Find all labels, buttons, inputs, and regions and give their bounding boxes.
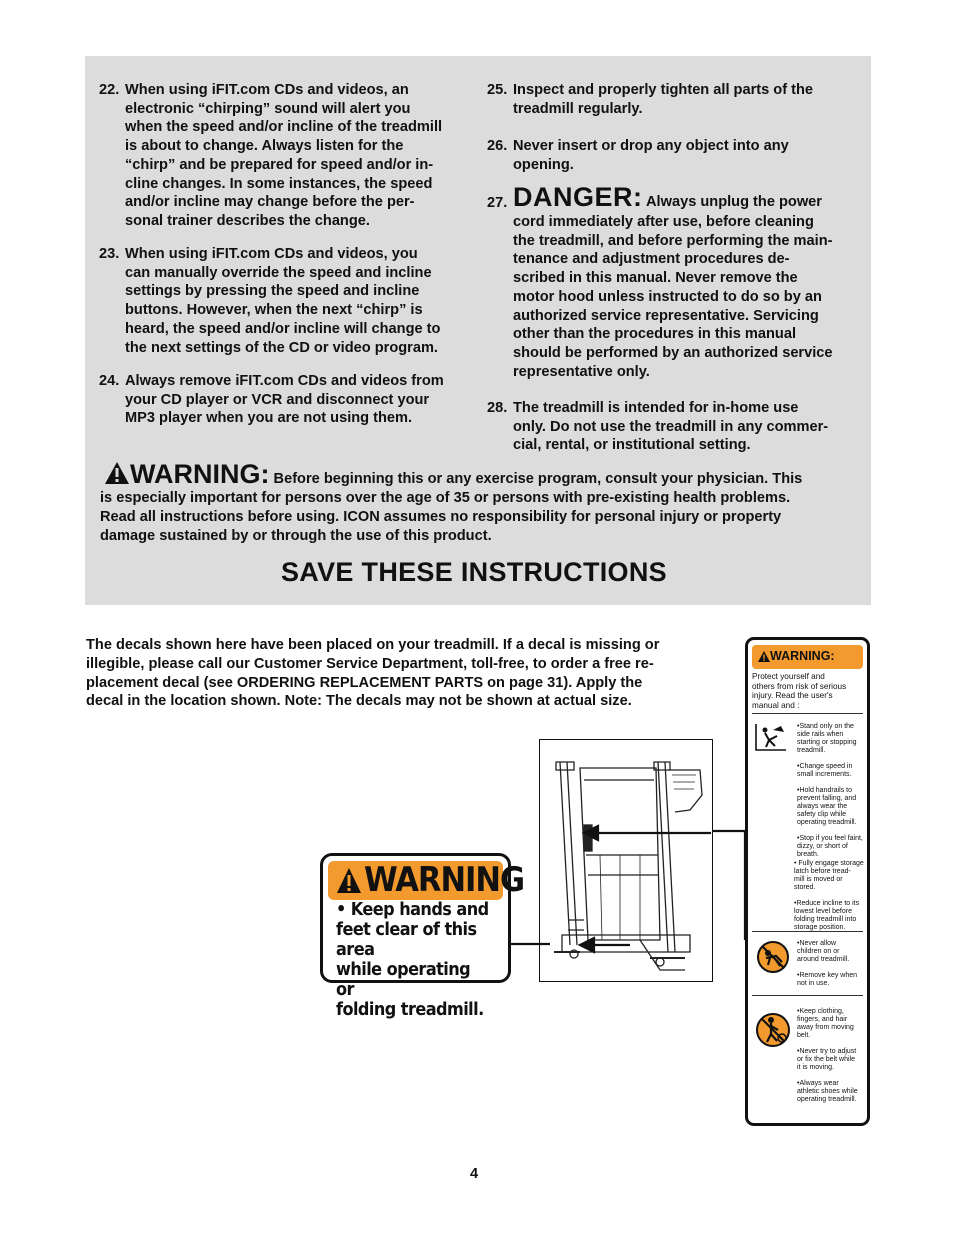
decal-header: WARNING: <box>752 645 863 669</box>
decal-header: WARNING <box>328 861 503 900</box>
keep-clear-warning-decal: WARNING • Keep hands and feet clear of this area while operating or folding treadmill. <box>320 853 511 983</box>
warning-triangle-icon <box>336 867 362 895</box>
warning-triangle-icon <box>758 651 770 663</box>
divider <box>752 931 863 932</box>
fall-hazard-icon <box>753 720 789 756</box>
list-item-27: 27. DANGER: Always unplug the power cord immediately after use, before cleaning the treadmill, and before performing the main- tenance and adjustment procedures de- scribed in this manual. Never remove the motor hood unless instructed to do so by an authorized service representative. Servicing other than the procedures in this manual should be performed by an authorized service representative only. <box>487 182 833 380</box>
decal-intro-text: Protect yourself and others from risk of serious injury. Read the user's manual and : <box>752 672 847 710</box>
divider <box>752 713 863 714</box>
divider <box>752 995 863 996</box>
list-item-25: 25. Inspect and properly tighten all parts of the treadmill regularly. <box>487 82 814 117</box>
list-item-24: 24. Always remove iFIT.com CDs and videos from your CD player or VCR and disconnect your MP3 player when you are not using them. <box>99 373 444 427</box>
decal-pointer-arrow-left <box>490 934 610 954</box>
decal-group-1b-text: • Fully engage storage latch before tread- mill is moved or stored. •Reduce incline to its lowest level before folding treadmill into storage position. <box>794 860 864 931</box>
warning-line-4: damage sustained by or through the use of this product. <box>100 528 492 544</box>
list-item-23: 23. When using iFIT.com CDs and videos, you can manually override the speed and incline settings by pressing the speed and incline buttons. However, when the next “chirp” is heard, the speed and/or incline will change to the next settings of the CD or video program. <box>99 246 441 356</box>
no-children-icon <box>756 940 790 974</box>
warning-triangle-icon <box>104 461 130 485</box>
warning-label: WARNING: <box>130 459 270 489</box>
danger-label: DANGER: <box>513 182 643 212</box>
decal-group-2-text: •Never allow children on or around treadmill. •Remove key when not in use. <box>797 940 858 987</box>
entanglement-icon <box>755 1012 791 1048</box>
treadmill-safety-warning-decal <box>745 637 870 1126</box>
warning-line-2: is especially important for persons over the age of 35 or persons with pre-existing health problems. <box>100 490 791 506</box>
decal-group-1-text: •Stand only on the side rails when starting or stopping treadmill. •Change speed in small increments. •Hold handrails to prevent falling, and always wear the safety clip while operating treadmill. •Stop if you feel faint, dizzy, or short of breath. <box>797 723 863 858</box>
warning-line-1: WARNING: Before beginning this or any exercise program, consult your physician. This <box>100 461 802 489</box>
list-item-28: 28. The treadmill is intended for in-home use only. Do not use the treadmill in any commer- cial, rental, or institutional setting. <box>487 400 829 454</box>
warning-line-3: Read all instructions before using. ICON assumes no responsibility for personal injury or property <box>100 509 782 525</box>
list-item-22: 22. When using iFIT.com CDs and videos, an electronic “chirping” sound will alert you when the speed and/or incline of the treadmill is about to change. Always listen for the “chirp” and be prepared for speed and/or in- cline changes. In some instances, the speed and/or incline may change before the per- sonal trainer describes the change. <box>99 82 443 229</box>
save-instructions-heading: SAVE THESE INSTRUCTIONS <box>281 557 667 587</box>
decals-intro-paragraph: The decals shown here have been placed on your treadmill. If a decal is missing or illegible, please call our Customer Service Department, toll-free, to order a free re- placement decal (see ORDERING REPLACEMENT PARTS on page 31). Apply the decal in the location shown. Note: The decals may not be shown at actual size. <box>86 637 660 710</box>
list-item-26: 26. Never insert or drop any object into any opening. <box>487 138 789 173</box>
page-number: 4 <box>470 1166 479 1182</box>
decal-group-3-text: •Keep clothing, fingers, and hair away from moving belt. •Never try to adjust or fix the belt while it is moving. •Always wear athletic shoes while operating treadmill. <box>797 1008 858 1103</box>
